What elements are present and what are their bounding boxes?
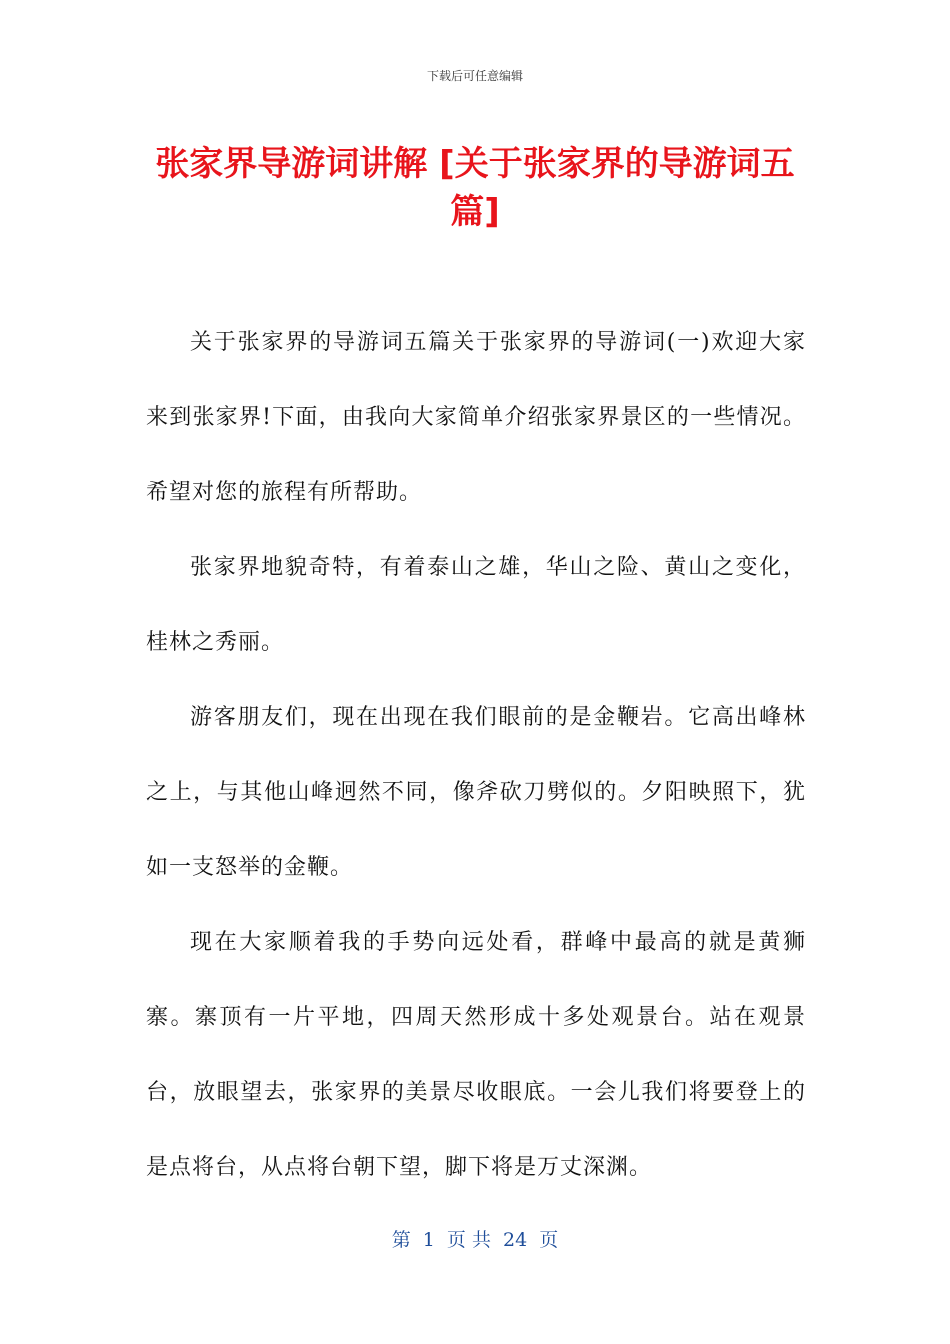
document-title: 张家界导游词讲解 [关于张家界的导游词五篇] bbox=[155, 144, 795, 232]
paragraph: 关于张家界的导游词五篇关于张家界的导游词(一)欢迎大家来到张家界!下面，由我向大家简单介绍张家界景区的一些情况。希望对您的旅程有所帮助。 bbox=[146, 330, 806, 505]
page-number: 第 1 页 共 24 页 bbox=[391, 1229, 559, 1251]
header-note: 下载后可任意编辑 bbox=[426, 69, 523, 83]
paragraph: 现在大家顺着我的手势向远处看，群峰中最高的就是黄狮寨。寨顶有一片平地，四周天然形成十多处观景台。站在观景台，放眼望去，张家界的美景尽收眼底。一会儿我们将要登上的是点将台，从点将台朝下望，脚下将是万丈深渊。 bbox=[146, 930, 806, 1180]
paragraph: 张家界地貌奇特，有着泰山之雄，华山之险、黄山之变化，桂林之秀丽。 bbox=[146, 555, 806, 655]
paragraph: 游客朋友们，现在出现在我们眼前的是金鞭岩。它高出峰林之上，与其他山峰迥然不同，像斧砍刀劈似的。夕阳映照下，犹如一支怒举的金鞭。 bbox=[146, 705, 806, 880]
document-body bbox=[146, 305, 806, 1205]
